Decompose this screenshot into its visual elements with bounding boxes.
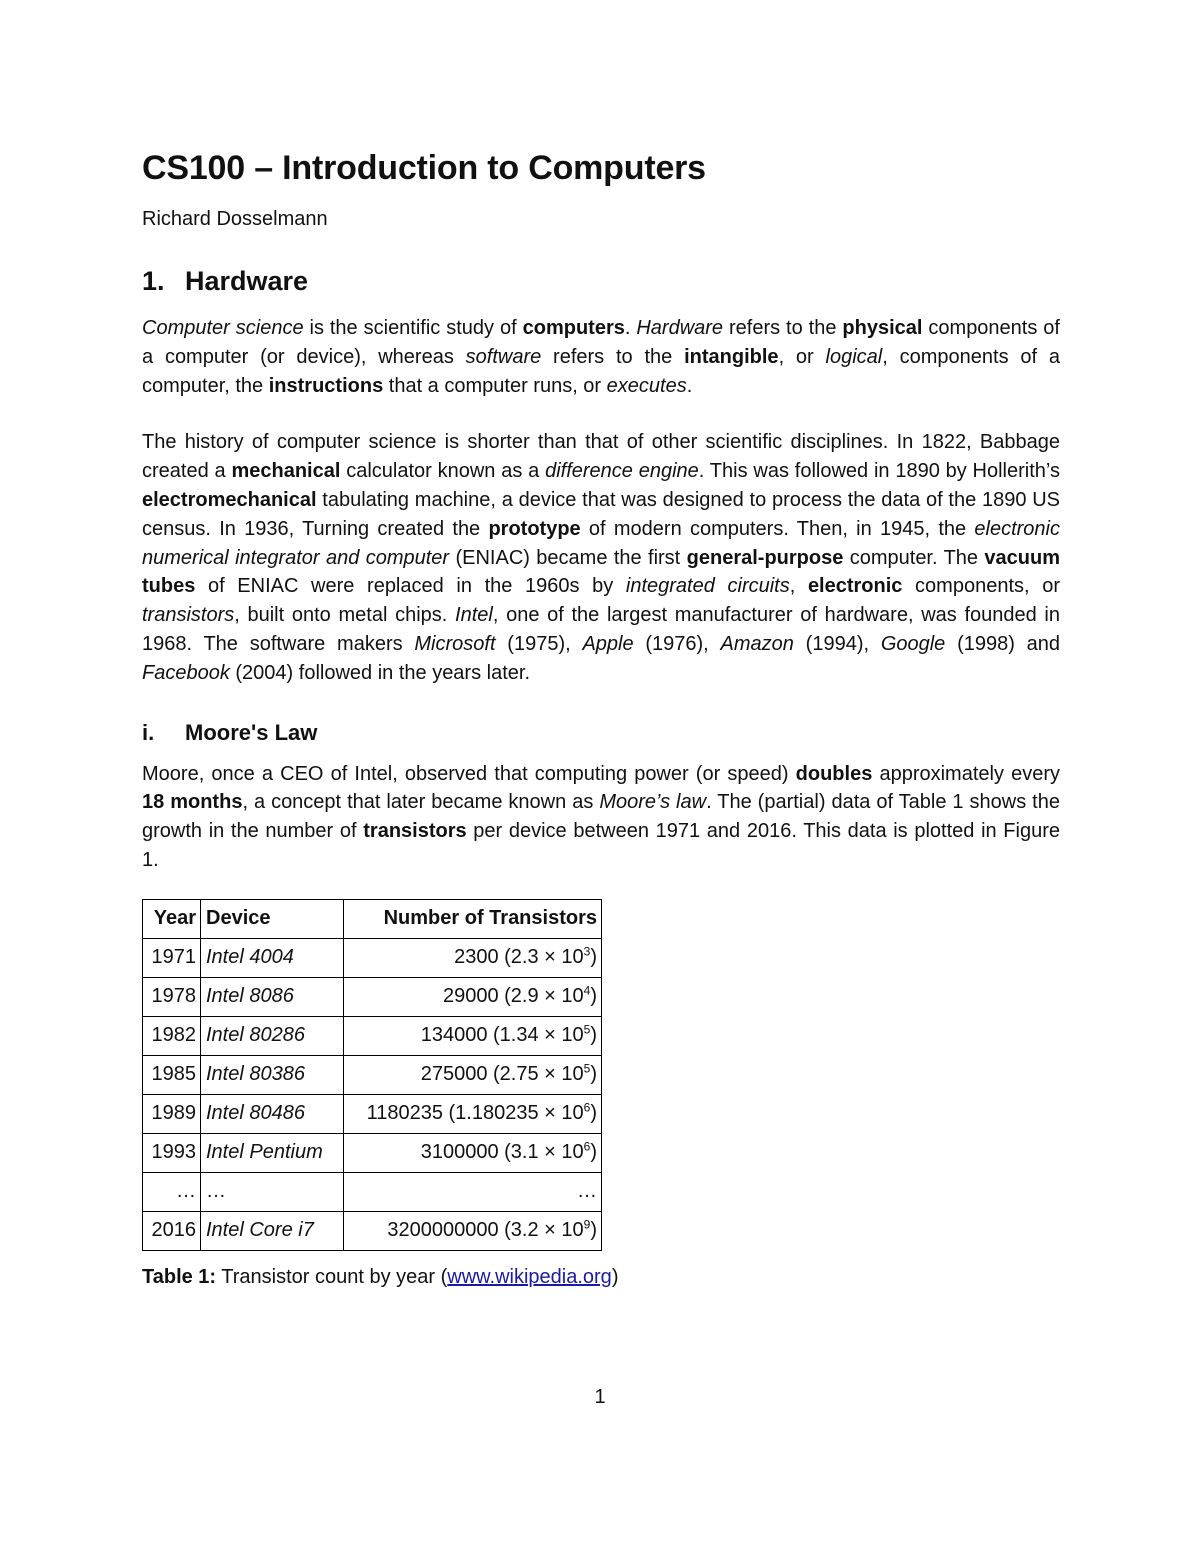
header-transistors: Number of Transistors <box>344 899 602 938</box>
document-title: CS100 – Introduction to Computers <box>142 149 706 187</box>
text-run: (2004) followed in the years later. <box>229 661 531 684</box>
section-heading-hardware <box>142 264 1060 298</box>
text-run: . This was followed in 1890 by Hollerith’s <box>698 460 1060 483</box>
text-run: computer. The <box>843 546 985 569</box>
cell-year: 1982 <box>143 1016 201 1055</box>
text-run: . <box>686 374 693 397</box>
text-run: per device between 1971 and 2016. This data is plotted in Figure 1. <box>142 820 1060 871</box>
caption-end: ) <box>611 1265 619 1288</box>
cell-device: Intel Core i7 <box>201 1211 344 1250</box>
text-run: components, or <box>902 575 1060 598</box>
bold-term: electromechanical <box>142 488 317 511</box>
text-run: (1976), <box>633 632 721 655</box>
bold-term: intangible <box>684 345 779 368</box>
text-run: , a concept that later became known as <box>242 791 600 814</box>
italic-term: Facebook <box>142 661 230 684</box>
text-run: (1975), <box>495 632 583 655</box>
cell-device: Intel Pentium <box>201 1133 344 1172</box>
table-row <box>143 1211 602 1250</box>
italic-term: Amazon <box>720 632 794 655</box>
text-run: refers to the <box>541 345 685 368</box>
table-row <box>143 1094 602 1133</box>
caption-label: Table 1: <box>142 1265 217 1288</box>
text-run: that a computer runs, or <box>383 374 607 397</box>
exponent: 6 <box>583 1139 591 1154</box>
text-run: The history of computer science is shorter than that of other scientific disciplines. In 1822, Babbage created a <box>142 431 1060 483</box>
table-row <box>143 938 602 977</box>
cell-transistor-count: 2300 $(2.3 \times 10^3)$ <box>344 938 602 977</box>
cell-year: 1971 <box>143 938 201 977</box>
cell-device: Intel 8086 <box>201 977 344 1016</box>
cell-device: Intel 4004 <box>201 938 344 977</box>
cell-year: 1989 <box>143 1094 201 1133</box>
italic-term: difference engine <box>545 460 699 483</box>
text-run: (1994), <box>793 632 881 655</box>
cell-device: Intel 80286 <box>201 1016 344 1055</box>
italic-term: electronic numerical integrator and computer <box>142 517 1060 569</box>
section-number: 1. <box>142 266 165 296</box>
cell-device: Intel 80486 <box>201 1094 344 1133</box>
transistor-table <box>142 899 602 1251</box>
table-row <box>143 977 602 1016</box>
cell-device: Intel 80386 <box>201 1055 344 1094</box>
cell-device: … <box>201 1172 344 1211</box>
text-run: tabulating machine, a device that was designed to process the data of the 1890 US census. In 1936, Turning created the <box>142 488 1060 540</box>
cell-year: 1985 <box>143 1055 201 1094</box>
exponent: 5 <box>583 1061 591 1076</box>
table-header-row <box>143 899 602 938</box>
bold-term: prototype <box>488 517 581 540</box>
page-number: 1 <box>594 1386 606 1408</box>
italic-term: software <box>465 345 542 368</box>
italic-term: transistors <box>142 604 235 627</box>
section-title: Hardware <box>185 266 309 296</box>
bold-term: 18 months <box>142 791 243 814</box>
bold-term: instructions <box>268 374 384 397</box>
italic-term: Apple <box>582 632 634 655</box>
cell-year: 1978 <box>143 977 201 1016</box>
cell-transistor-count: 134000 $(1.34 \times 10^5)$ <box>344 1016 602 1055</box>
table-row <box>143 1172 602 1211</box>
text-run: of ENIAC were replaced in the 1960s by <box>195 575 626 598</box>
caption-text: Transistor count by year ( <box>216 1265 448 1288</box>
bold-term: doubles <box>795 762 873 785</box>
bold-term: computers <box>522 317 625 339</box>
exponent: 5 <box>583 1022 591 1037</box>
header-year: Year <box>143 899 201 938</box>
text-run: calculator known as a <box>340 460 546 483</box>
text-run: . The (partial) data of Table 1 shows the growth in the number of <box>142 791 1060 843</box>
italic-term: logical <box>825 345 883 368</box>
table-row <box>143 1016 602 1055</box>
italic-term: Google <box>880 632 946 655</box>
italic-term: Intel <box>455 604 493 627</box>
table-row <box>143 1133 602 1172</box>
cell-transistor-count: 275000 $(2.75 \times 10^5)$ <box>344 1055 602 1094</box>
text-run: of modern computers. Then, in 1945, the <box>580 517 975 540</box>
subsection-number: i. <box>142 719 155 745</box>
italic-term: executes <box>606 374 687 397</box>
cell-year: … <box>143 1172 201 1211</box>
text-run: . <box>624 317 637 339</box>
text-run: , or <box>778 345 826 368</box>
bold-term: physical <box>842 317 923 339</box>
italic-term: Hardware <box>636 317 724 339</box>
text-run: Moore, once a CEO of Intel, observed that computing power (or speed) <box>142 762 796 785</box>
bold-term: general-purpose <box>686 546 844 569</box>
bold-term: mechanical <box>231 460 341 483</box>
exponent: 6 <box>583 1100 591 1115</box>
italic-term: Moore’s law <box>599 791 707 814</box>
table-row <box>143 1055 602 1094</box>
cell-transistor-count: 3100000 $(3.1 \times 10^6)$ <box>344 1133 602 1172</box>
page-content <box>142 146 1060 1291</box>
cell-year: 2016 <box>143 1211 201 1250</box>
exponent: 9 <box>583 1217 591 1232</box>
paragraph-moores-law <box>142 760 1060 875</box>
italic-term: Microsoft <box>414 632 496 655</box>
text-run: (1998) and <box>945 632 1061 655</box>
cell-transistor-count: 1180235 $(1.180235 \times 10^6)$ <box>344 1094 602 1133</box>
subsection-heading-moores-law <box>142 718 1060 748</box>
text-run: refers to the <box>723 317 843 339</box>
bold-term: transistors <box>363 820 467 843</box>
text-run: , <box>789 575 808 598</box>
author-name: Richard Dosselmann <box>142 208 328 230</box>
cell-transistor-count: … <box>344 1172 602 1211</box>
text-run: , components of a computer, the <box>142 345 1061 397</box>
text-run: , built onto metal chips. <box>234 604 456 627</box>
cell-transistor-count: 29000 $(2.9 \times 10^4)$ <box>344 977 602 1016</box>
exponent: 4 <box>583 983 591 998</box>
bold-term: vacuum tubes <box>142 546 1061 598</box>
cell-transistor-count: 3200000000 $(3.2 \times 10^9)$ <box>344 1211 602 1250</box>
paragraph-history <box>142 428 1060 687</box>
text-run: , one of the largest manufacturer of hardware, was founded in 1968. The software makers <box>142 604 1060 655</box>
italic-term: Computer science <box>142 317 304 339</box>
italic-term: integrated circuits <box>625 575 790 598</box>
subsection-title: Moore's Law <box>185 719 318 745</box>
text-run: components of a computer (or device), whereas <box>142 317 1060 368</box>
text-run: (ENIAC) became the first <box>449 546 687 569</box>
text-run: approximately every <box>872 762 1060 785</box>
wikipedia-link[interactable]: www.wikipedia.org <box>447 1265 612 1288</box>
paragraph-definition <box>142 314 1060 400</box>
bold-term: electronic <box>807 575 903 598</box>
text-run: is the scientific study of <box>303 317 523 339</box>
exponent: 3 <box>583 944 591 959</box>
table-body <box>143 938 602 1250</box>
table-caption <box>142 1263 1060 1291</box>
cell-year: 1993 <box>143 1133 201 1172</box>
header-device: Device <box>201 899 344 938</box>
